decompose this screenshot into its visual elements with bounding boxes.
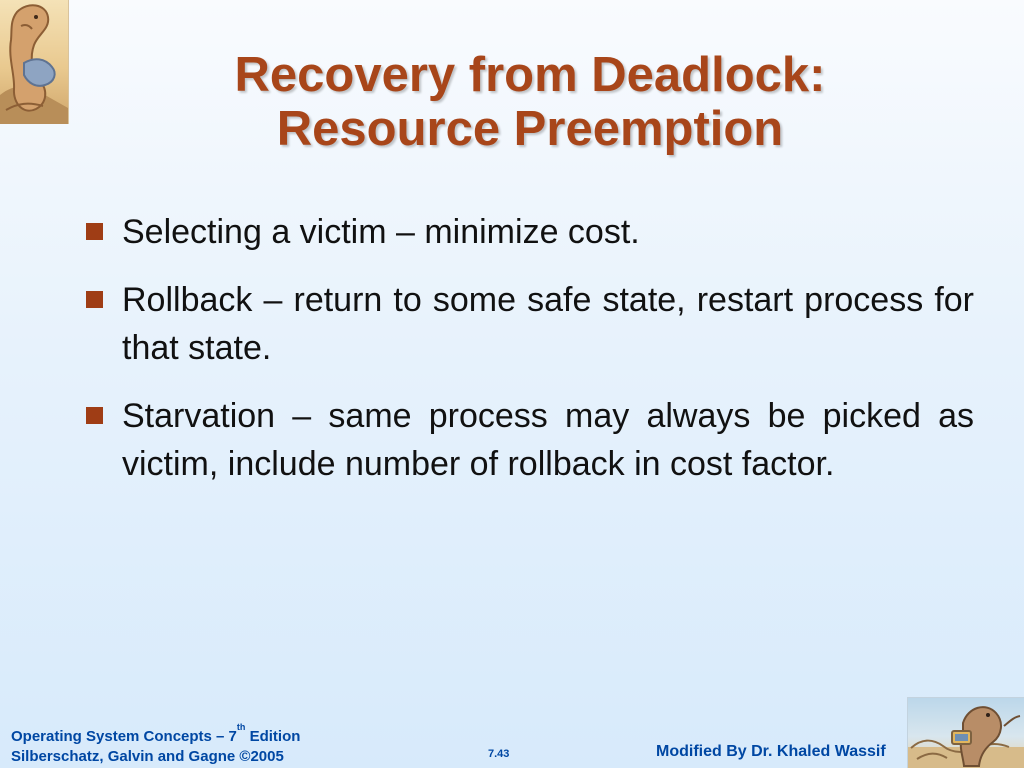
footer-authors-line: Silberschatz, Galvin and Gagne ©2005 [11, 748, 284, 765]
bullet-item [86, 208, 974, 256]
bullet-text: Selecting a victim – minimize cost. [122, 213, 640, 251]
dinosaur-computer-icon [907, 697, 1024, 768]
title-line-1: Recovery from Deadlock: [234, 48, 826, 102]
title-line-2: Resource Preemption [276, 102, 784, 156]
bullet-text: Starvation – same process may always be picked as victim, include number of rollback in cost factor. [122, 397, 974, 483]
footer-edition-prefix: Operating System Concepts – 7 [11, 728, 237, 745]
bullet-item [86, 392, 974, 488]
square-bullet-icon [86, 407, 103, 424]
footer-book-info [11, 722, 301, 767]
page-number: 7.43 [488, 748, 510, 760]
bullet-text: Rollback – return to some safe state, restart process for that state. [122, 281, 974, 367]
bullet-list [86, 208, 974, 508]
square-bullet-icon [86, 223, 103, 240]
footer-edition-suffix: Edition [245, 728, 301, 745]
slide-title [120, 48, 940, 156]
footer-edition-superscript: th [236, 722, 246, 732]
square-bullet-icon [86, 291, 103, 308]
bullet-item [86, 276, 974, 372]
footer-edition-line [11, 722, 301, 747]
footer-modified-by: Modified By Dr. Khaled Wassif [656, 743, 886, 760]
dinosaur-icon [0, 0, 69, 124]
